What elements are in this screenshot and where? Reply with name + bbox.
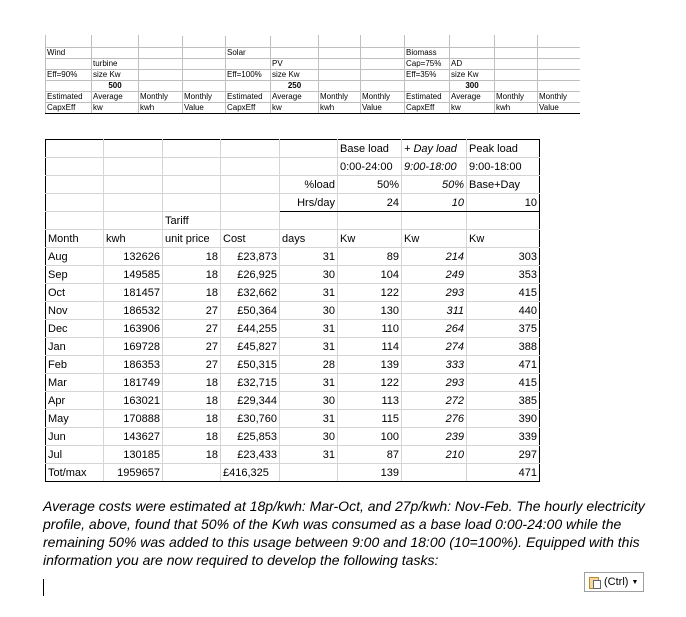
header-cell: unit price — [163, 230, 221, 248]
month-cell: 143627 — [104, 428, 163, 446]
month-cell: 18 — [163, 392, 221, 410]
renewables-cell: Biomass — [405, 47, 450, 58]
month-cell: 239 — [402, 428, 467, 446]
month-cell: 30 — [280, 392, 338, 410]
header-cell: Cost — [221, 230, 280, 248]
renewables-cell — [319, 80, 361, 91]
month-cell: 18 — [163, 446, 221, 464]
paste-options-label: (Ctrl) — [604, 576, 629, 588]
month-row — [46, 392, 540, 410]
header-cell: Hrs/day — [280, 194, 338, 212]
header-cell: days — [280, 230, 338, 248]
month-cell: 293 — [402, 284, 467, 302]
renewables-cell: Average — [450, 91, 495, 102]
month-cell: Aug — [46, 248, 104, 266]
month-cell: 333 — [402, 356, 467, 374]
renewables-cell: Eff=90% — [46, 69, 92, 80]
renewables-cell — [183, 80, 226, 91]
month-cell: 214 — [402, 248, 467, 266]
renewables-cell — [319, 35, 361, 47]
renewables-cell: Average — [271, 91, 319, 102]
renewables-row — [46, 102, 581, 113]
renewables-row — [46, 47, 581, 58]
renewables-cell: AD — [450, 58, 495, 69]
renewables-cell: CapxEff — [405, 102, 450, 113]
month-row — [46, 320, 540, 338]
renewables-cell — [319, 69, 361, 80]
month-cell: 115 — [338, 410, 402, 428]
header-cell — [163, 140, 221, 158]
header-cell: Base load — [338, 140, 402, 158]
renewables-cell: Value — [538, 102, 581, 113]
renewables-cell: Eff=100% — [226, 69, 271, 80]
month-cell: £44,255 — [221, 320, 280, 338]
month-cell: 30 — [280, 266, 338, 284]
renewables-cell — [538, 35, 581, 47]
month-cell: 440 — [467, 302, 540, 320]
renewables-cell — [495, 80, 538, 91]
renewables-cell — [226, 80, 271, 91]
month-cell: 132626 — [104, 248, 163, 266]
renewables-cell: kw — [92, 102, 139, 113]
month-cell: Oct — [46, 284, 104, 302]
month-cell: 30 — [280, 428, 338, 446]
month-cell: 297 — [467, 446, 540, 464]
renewables-cell: Monthly — [139, 91, 183, 102]
month-cell: 27 — [163, 302, 221, 320]
month-cell: 31 — [280, 284, 338, 302]
month-cell: £45,827 — [221, 338, 280, 356]
month-cell: Nov — [46, 302, 104, 320]
month-cell: 303 — [467, 248, 540, 266]
month-cell: £23,873 — [221, 248, 280, 266]
month-cell: 31 — [280, 374, 338, 392]
header-cell — [221, 140, 280, 158]
renewables-cell — [538, 69, 581, 80]
month-row — [46, 266, 540, 284]
month-cell: £32,715 — [221, 374, 280, 392]
month-cell: 31 — [280, 446, 338, 464]
renewables-row — [46, 69, 581, 80]
header-cell: Tariff — [163, 212, 221, 230]
renewables-cell — [139, 47, 183, 58]
description-text: Average costs were estimated at 18p/kwh: Mar-Oct, and 27p/kwh: Nov-Feb. The hourly electricity profile, above, found that 50% of the Kwh was consumed as a base load 0:00-24:00 while the remaining 50% was added to this usage between 9:00 and 18:00 (10=100%). Equipped with this information you are now required to develop the following tasks: — [43, 498, 645, 568]
renewables-cell — [495, 35, 538, 47]
renewables-cell — [183, 35, 226, 47]
month-cell: 264 — [402, 320, 467, 338]
month-cell: 18 — [163, 410, 221, 428]
renewables-cell: kwh — [319, 102, 361, 113]
header-cell — [46, 194, 104, 212]
month-cell: 181457 — [104, 284, 163, 302]
renewables-cell — [226, 35, 271, 47]
renewables-cell: kw — [271, 102, 319, 113]
renewables-cell: Monthly — [183, 91, 226, 102]
header-row — [46, 176, 540, 194]
month-cell: 249 — [402, 266, 467, 284]
month-cell: 149585 — [104, 266, 163, 284]
renewables-cell: Monthly — [319, 91, 361, 102]
header-row — [46, 158, 540, 176]
month-cell: Jan — [46, 338, 104, 356]
renewables-cell: Estimated — [405, 91, 450, 102]
month-row — [46, 356, 540, 374]
header-cell: Kw — [467, 230, 540, 248]
month-cell: 163906 — [104, 320, 163, 338]
renewables-cell: turbine — [92, 58, 139, 69]
month-cell: 122 — [338, 284, 402, 302]
renewables-cell — [361, 35, 405, 47]
month-cell: £50,364 — [221, 302, 280, 320]
renewables-cell — [139, 35, 183, 47]
month-cell: 353 — [467, 266, 540, 284]
month-cell: 415 — [467, 284, 540, 302]
renewables-cell — [405, 80, 450, 91]
month-row — [46, 410, 540, 428]
renewables-cell — [450, 47, 495, 58]
month-cell: 30 — [280, 302, 338, 320]
renewables-cell — [183, 69, 226, 80]
renewables-cell: Monthly — [361, 91, 405, 102]
renewables-cell: Value — [361, 102, 405, 113]
month-cell: 130 — [338, 302, 402, 320]
month-row — [46, 338, 540, 356]
electricity-profile-table — [45, 139, 540, 482]
renewables-cell — [226, 58, 271, 69]
month-cell: Sep — [46, 266, 104, 284]
header-cell — [104, 176, 163, 194]
chevron-down-icon: ▼ — [631, 578, 639, 586]
total-cell: £416,325 — [221, 464, 280, 482]
month-cell: 27 — [163, 338, 221, 356]
renewables-cell: CapxEff — [226, 102, 271, 113]
header-cell: 10 — [467, 194, 540, 212]
header-cell — [163, 194, 221, 212]
header-cell — [163, 176, 221, 194]
renewables-cell: kw — [450, 102, 495, 113]
renewables-cell: CapxEff — [46, 102, 92, 113]
header-cell: 9:00-18:00 — [402, 158, 467, 176]
header-cell: + Day load — [402, 140, 467, 158]
total-cell: Tot/max — [46, 464, 104, 482]
header-cell — [221, 158, 280, 176]
header-cell — [46, 212, 104, 230]
renewables-cell — [183, 58, 226, 69]
header-cell: 50% — [338, 176, 402, 194]
month-cell: 186353 — [104, 356, 163, 374]
month-cell: £23,433 — [221, 446, 280, 464]
month-cell: May — [46, 410, 104, 428]
total-cell: 1959657 — [104, 464, 163, 482]
renewables-table — [45, 34, 580, 114]
renewables-cell: Estimated — [46, 91, 92, 102]
month-cell: 293 — [402, 374, 467, 392]
month-cell: 113 — [338, 392, 402, 410]
month-cell: 100 — [338, 428, 402, 446]
month-cell: Jun — [46, 428, 104, 446]
month-cell: 31 — [280, 338, 338, 356]
renewables-cell — [538, 80, 581, 91]
header-row — [46, 140, 540, 158]
renewables-row — [46, 91, 581, 102]
renewables-cell — [450, 35, 495, 47]
renewables-row — [46, 35, 581, 47]
total-cell: 139 — [338, 464, 402, 482]
month-cell: 27 — [163, 320, 221, 338]
month-cell: 390 — [467, 410, 540, 428]
header-cell — [280, 212, 338, 230]
renewables-cell: Estimated — [226, 91, 271, 102]
header-row — [46, 194, 540, 212]
header-cell: Kw — [402, 230, 467, 248]
month-cell: 18 — [163, 428, 221, 446]
header-cell: Peak load — [467, 140, 540, 158]
header-cell — [402, 212, 467, 230]
header-row — [46, 230, 540, 248]
renewables-cell — [139, 58, 183, 69]
renewables-cell: 250 — [271, 80, 319, 91]
renewables-cell — [495, 58, 538, 69]
renewables-cell — [46, 58, 92, 69]
month-cell: £26,925 — [221, 266, 280, 284]
renewables-cell — [361, 80, 405, 91]
renewables-cell — [92, 47, 139, 58]
month-row — [46, 428, 540, 446]
month-cell: 114 — [338, 338, 402, 356]
total-cell — [163, 464, 221, 482]
renewables-table-fragment — [45, 34, 580, 120]
renewables-cell: Wind — [46, 47, 92, 58]
renewables-cell: Solar — [226, 47, 271, 58]
header-cell — [280, 158, 338, 176]
month-cell: 122 — [338, 374, 402, 392]
month-cell: 18 — [163, 284, 221, 302]
month-row — [46, 374, 540, 392]
header-cell — [104, 158, 163, 176]
header-cell: 9:00-18:00 — [467, 158, 540, 176]
header-cell: %load — [280, 176, 338, 194]
renewables-cell — [495, 69, 538, 80]
renewables-row — [46, 58, 581, 69]
month-cell: £30,760 — [221, 410, 280, 428]
renewables-cell: Value — [183, 102, 226, 113]
month-cell: 28 — [280, 356, 338, 374]
header-row — [46, 212, 540, 230]
month-cell: 130185 — [104, 446, 163, 464]
header-cell — [46, 176, 104, 194]
renewables-cell — [405, 35, 450, 47]
month-cell: 272 — [402, 392, 467, 410]
month-cell: 18 — [163, 248, 221, 266]
month-cell: Mar — [46, 374, 104, 392]
renewables-cell: Monthly — [538, 91, 581, 102]
header-cell — [338, 212, 402, 230]
total-cell — [280, 464, 338, 482]
month-cell: £29,344 — [221, 392, 280, 410]
header-cell — [221, 212, 280, 230]
total-cell — [402, 464, 467, 482]
renewables-cell — [46, 35, 92, 47]
renewables-cell — [361, 47, 405, 58]
month-cell: £50,315 — [221, 356, 280, 374]
month-cell: 18 — [163, 266, 221, 284]
paste-options-button[interactable] — [584, 572, 644, 592]
header-cell — [46, 158, 104, 176]
renewables-cell — [538, 58, 581, 69]
header-cell — [221, 194, 280, 212]
month-cell: 87 — [338, 446, 402, 464]
month-cell: £32,662 — [221, 284, 280, 302]
month-cell: 415 — [467, 374, 540, 392]
month-cell: 274 — [402, 338, 467, 356]
header-cell — [467, 212, 540, 230]
month-cell: 18 — [163, 374, 221, 392]
renewables-cell — [319, 47, 361, 58]
header-cell — [163, 158, 221, 176]
header-cell: Month — [46, 230, 104, 248]
header-cell — [221, 176, 280, 194]
header-cell: kwh — [104, 230, 163, 248]
total-row — [46, 464, 540, 482]
clipboard-icon — [588, 575, 602, 589]
month-cell: 181749 — [104, 374, 163, 392]
month-cell: 170888 — [104, 410, 163, 428]
renewables-cell — [538, 47, 581, 58]
renewables-cell — [361, 69, 405, 80]
renewables-cell: 500 — [92, 80, 139, 91]
month-cell: 385 — [467, 392, 540, 410]
header-cell: Base+Day — [467, 176, 540, 194]
header-cell — [104, 212, 163, 230]
renewables-cell: size Kw — [92, 69, 139, 80]
header-cell: Kw — [338, 230, 402, 248]
renewables-cell: kwh — [139, 102, 183, 113]
header-cell — [104, 194, 163, 212]
renewables-cell — [319, 58, 361, 69]
month-cell: 339 — [467, 428, 540, 446]
month-cell: 104 — [338, 266, 402, 284]
renewables-cell — [139, 69, 183, 80]
month-cell: Feb — [46, 356, 104, 374]
renewables-cell: Eff=35% — [405, 69, 450, 80]
renewables-cell — [271, 47, 319, 58]
month-cell: 210 — [402, 446, 467, 464]
header-cell: 10 — [402, 194, 467, 212]
header-cell — [104, 140, 163, 158]
month-cell: 163021 — [104, 392, 163, 410]
renewables-cell: size Kw — [271, 69, 319, 80]
month-cell: 388 — [467, 338, 540, 356]
renewables-cell: 300 — [450, 80, 495, 91]
month-row — [46, 248, 540, 266]
text-cursor — [43, 579, 44, 596]
month-cell: £25,853 — [221, 428, 280, 446]
renewables-cell: PV — [271, 58, 319, 69]
header-cell — [46, 140, 104, 158]
month-cell: 89 — [338, 248, 402, 266]
month-cell: 276 — [402, 410, 467, 428]
total-cell: 471 — [467, 464, 540, 482]
header-cell — [280, 140, 338, 158]
month-row — [46, 302, 540, 320]
month-cell: 375 — [467, 320, 540, 338]
month-cell: 471 — [467, 356, 540, 374]
month-cell: Apr — [46, 392, 104, 410]
renewables-cell: Average — [92, 91, 139, 102]
renewables-cell — [46, 80, 92, 91]
month-cell: Jul — [46, 446, 104, 464]
month-cell: 186532 — [104, 302, 163, 320]
month-cell: Dec — [46, 320, 104, 338]
header-cell: 50% — [402, 176, 467, 194]
month-cell: 139 — [338, 356, 402, 374]
renewables-cell — [361, 58, 405, 69]
month-cell: 311 — [402, 302, 467, 320]
month-row — [46, 446, 540, 464]
renewables-cell — [495, 47, 538, 58]
renewables-cell: kwh — [495, 102, 538, 113]
renewables-cell — [139, 80, 183, 91]
renewables-cell: Cap=75% — [405, 58, 450, 69]
header-cell: 24 — [338, 194, 402, 212]
header-cell: 0:00-24:00 — [338, 158, 402, 176]
renewables-cell: size Kw — [450, 69, 495, 80]
month-row — [46, 284, 540, 302]
month-cell: 31 — [280, 320, 338, 338]
renewables-cell — [271, 35, 319, 47]
month-cell: 31 — [280, 248, 338, 266]
month-cell: 31 — [280, 410, 338, 428]
month-cell: 169728 — [104, 338, 163, 356]
month-cell: 110 — [338, 320, 402, 338]
renewables-cell: Monthly — [495, 91, 538, 102]
renewables-row — [46, 80, 581, 91]
renewables-cell — [183, 47, 226, 58]
description-paragraph — [43, 497, 653, 569]
month-cell: 27 — [163, 356, 221, 374]
renewables-cell — [92, 35, 139, 47]
